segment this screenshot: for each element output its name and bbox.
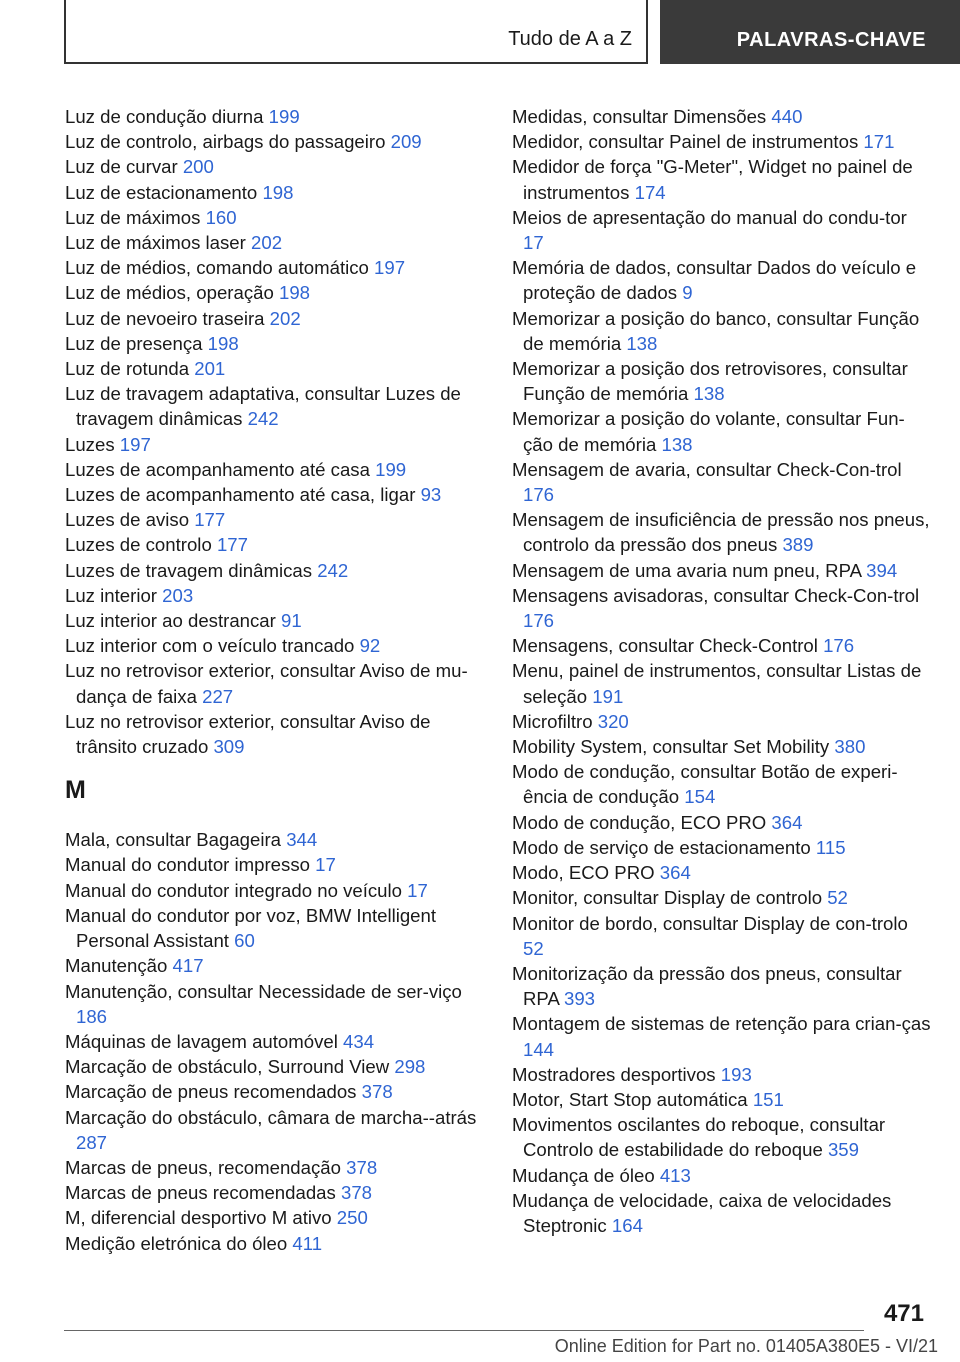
entry-page-link[interactable]: 52 [523,937,544,959]
entry-page-link[interactable]: 177 [194,509,226,531]
entry-term: Luz de máximos laser [65,232,246,254]
entry-page-link[interactable]: 344 [286,829,318,851]
entry-term: Mostradores desportivos [512,1063,716,1085]
entry-page-link[interactable]: 197 [119,433,151,455]
index-entry [512,885,932,910]
index-entry [65,280,485,305]
index-entry [512,1163,932,1188]
entry-page-link[interactable]: 193 [720,1063,752,1085]
entry-page-link[interactable]: 200 [182,156,214,178]
entry-page-link[interactable]: 176 [823,635,855,657]
entry-term: Mensagens, consultar Check-Control [512,635,818,657]
entry-page-link[interactable]: 364 [771,811,803,833]
entry-page-link[interactable]: 115 [815,836,846,858]
index-entry [65,1231,485,1256]
index-entry [65,129,485,154]
entry-term: Luz de travagem adaptativa, consultar Luzes de travagem dinâmicas [65,383,461,430]
index-entries-right [512,104,932,1238]
index-entry [65,1079,485,1104]
index-entries-m [65,827,485,1255]
index-entry [65,331,485,356]
entry-term: Modo de serviço de estacionamento [512,836,811,858]
entry-term: Luzes de travagem dinâmicas [65,559,313,581]
entry-term: Luz no retrovisor exterior, consultar Aviso de mu-dança de faixa [65,660,468,707]
index-entry [65,852,485,877]
entry-page-link[interactable]: 198 [262,181,294,203]
entry-page-link[interactable]: 320 [597,710,629,732]
index-entry [65,381,485,431]
entry-term: Modo de condução, consultar Botão de experi-ência de condução [512,761,898,808]
entry-page-link[interactable]: 138 [626,332,658,354]
entry-page-link[interactable]: 174 [634,181,666,203]
entry-term: Máquinas de lavagem automóvel [65,1030,338,1052]
index-entry [512,1011,932,1061]
entry-term: Memorizar a posição do banco, consultar Função de memória [512,307,920,354]
entry-page-link[interactable]: 17 [523,232,544,254]
entry-page-link[interactable]: 201 [194,358,226,380]
index-entry [512,961,932,1011]
entry-term: Luz de presença [65,332,203,354]
entry-page-link[interactable]: 154 [684,786,716,808]
section-letter: M [65,776,86,805]
entry-page-link[interactable]: 203 [162,584,194,606]
index-entry [65,558,485,583]
entry-term: Luz de médios, comando automático [65,257,369,279]
header-tab [660,0,960,64]
index-entry [65,180,485,205]
index-entry [65,154,485,179]
index-entry [65,608,485,633]
entry-page-link[interactable]: 393 [564,988,596,1010]
index-entry [65,1029,485,1054]
entry-term: Modo, ECO PRO [512,862,655,884]
page-number: 471 [883,1300,924,1327]
entry-page-link[interactable]: 298 [394,1056,426,1078]
index-entry [65,953,485,978]
index-entry [512,154,932,204]
index-entry [65,903,485,953]
entry-page-link[interactable]: 91 [281,610,302,632]
index-entries-l [65,104,485,759]
index-entry [512,835,932,860]
entry-term: Luz interior [65,584,157,606]
entry-term: Luz de curvar [65,156,178,178]
entry-page-link[interactable]: 198 [278,282,311,304]
index-entry [512,1087,932,1112]
entry-page-link[interactable]: 17 [407,879,428,901]
index-entry [512,658,932,708]
index-entry [512,558,932,583]
index-entry [512,507,932,557]
entry-term: Modo de condução, ECO PRO [512,811,767,833]
index-entry [65,1105,485,1155]
entry-term: Marcas de pneus recomendadas [65,1182,336,1204]
index-entry [512,406,932,456]
entry-term: Medidor de força "G-Meter", Widget no painel de instrumentos [512,156,913,203]
index-entry [512,709,932,734]
entry-term: Manual do condutor impresso [65,854,310,876]
entry-term: Mensagem de uma avaria num pneu, RPA [512,559,861,581]
entry-page-link[interactable]: 138 [661,433,693,455]
index-entry [65,306,485,331]
entry-term: Luz interior ao destrancar [65,610,276,632]
index-entry [512,759,932,809]
entry-page-link[interactable]: 176 [523,484,555,506]
entry-term: Luzes de aviso [65,509,190,531]
entry-term: Movimentos oscilantes do reboque, consultar Controlo de estabilidade do reboque [512,1114,886,1161]
entry-term: Luz interior com o veículo trancado [65,635,355,657]
entry-term: Luz de médios, operação [65,282,274,304]
entry-term: Manual do condutor integrado no veículo [65,879,402,901]
entry-page-link[interactable]: 151 [752,1088,784,1110]
header-section-label: Tudo de A a Z [508,28,632,50]
index-entry [65,878,485,903]
index-entry [512,810,932,835]
index-entry [65,709,485,759]
entry-term: Microfiltro [512,710,593,732]
index-entry [65,1180,485,1205]
entry-page-link[interactable]: 227 [202,685,234,707]
entry-page-link[interactable]: 242 [317,559,349,581]
entry-term: M, diferencial desportivo M ativo [65,1207,332,1229]
entry-term: Luz de estacionamento [65,181,258,203]
entry-term: Luz no retrovisor exterior, consultar Aviso de trânsito cruzado [65,710,431,758]
index-entry [512,1188,932,1238]
entry-page-link[interactable]: 197 [374,257,406,279]
index-entry [65,230,485,255]
index-entry [512,356,932,406]
entry-term: Luzes de acompanhamento até casa, ligar [65,484,416,506]
entry-term: Luz de máximos [65,206,201,228]
entry-term: Luz de rotunda [65,358,190,380]
index-entry [512,911,932,961]
entry-term: Memorizar a posição dos retrovisores, consultar Função de memória [512,358,908,405]
entry-page-link[interactable]: 242 [247,408,279,430]
entry-term: Motor, Start Stop automática [512,1088,748,1110]
entry-page-link[interactable]: 202 [269,307,301,329]
index-entry [512,1112,932,1162]
entry-page-link[interactable]: 378 [340,1182,373,1204]
entry-term: Luzes de acompanhamento até casa [65,458,370,480]
entry-page-link[interactable]: 378 [361,1081,393,1103]
index-entry [65,507,485,532]
entry-term: Monitor, consultar Display de controlo [512,887,823,909]
entry-page-link[interactable]: 164 [611,1214,643,1236]
entry-page-link[interactable]: 60 [234,930,255,952]
entry-page-link[interactable]: 186 [76,1005,108,1027]
entry-page-link[interactable]: 417 [172,955,204,977]
entry-page-link[interactable]: 359 [827,1139,859,1161]
index-entry [65,482,485,507]
entry-page-link[interactable]: 199 [375,458,407,480]
index-entry [512,255,932,305]
entry-page-link[interactable]: 144 [523,1038,555,1060]
index-entry [512,104,932,129]
entry-term: Medidor, consultar Painel de instrumentos [512,131,859,153]
index-entry [65,583,485,608]
entry-term: Marcação de obstáculo, Surround View [65,1056,390,1078]
entry-term: Luzes [65,433,115,455]
entry-term: Mudança de velocidade, caixa de velocidades Steptronic [512,1189,892,1236]
entry-page-link[interactable]: 52 [827,887,848,909]
index-entry [65,979,485,1029]
entry-term: Memória de dados, consultar Dados do veículo e proteção de dados [512,257,917,304]
index-entry [512,306,932,356]
entry-page-link[interactable]: 364 [659,862,691,884]
entry-term: Memorizar a posição do volante, consultar Fun-ção de memória [512,408,905,455]
entry-term: Manutenção [65,955,168,977]
entry-page-link[interactable]: 380 [834,736,866,758]
entry-page-link[interactable]: 411 [292,1232,323,1254]
entry-term: Mensagem de avaria, consultar Check-Con-trol [512,458,902,480]
entry-page-link[interactable]: 250 [336,1207,368,1229]
index-entry [512,860,932,885]
entry-page-link[interactable]: 440 [771,106,803,127]
entry-page-link[interactable]: 413 [659,1164,691,1186]
entry-term: Mensagens avisadoras, consultar Check-Con-trol [512,584,920,606]
header-section-box [64,0,648,64]
index-entry [512,583,932,633]
entry-page-link[interactable]: 309 [213,736,245,758]
entry-page-link[interactable]: 394 [866,559,898,581]
entry-page-link[interactable]: 209 [390,131,422,153]
footer-edition-text: Online Edition for Part no. 01405A380E5 - VI/21 [554,1336,938,1356]
index-column-left [65,104,485,1256]
index-entry [512,734,932,759]
entry-page-link[interactable]: 434 [343,1030,375,1052]
entry-page-link[interactable]: 287 [76,1131,108,1153]
index-entry [512,129,932,154]
index-entry [512,457,932,507]
index-entry [65,104,485,129]
entry-page-link[interactable]: 9 [682,282,693,304]
index-entry [512,633,932,658]
entry-page-link[interactable]: 92 [359,635,381,657]
index-entry [512,205,932,255]
index-entry [65,255,485,280]
entry-page-link[interactable]: 199 [268,106,300,127]
entry-term: Luz de controlo, airbags do passageiro [65,131,386,153]
entry-term: Mala, consultar Bagageira [65,829,282,851]
entry-term: Marcas de pneus, recomendação [65,1156,341,1178]
entry-term: Marcação de pneus recomendados [65,1081,357,1103]
entry-page-link[interactable]: 171 [863,131,895,153]
index-entry [65,1205,485,1230]
entry-term: Meios de apresentação do manual do condu-tor [512,206,907,228]
entry-term: Medição eletrónica do óleo [65,1232,288,1254]
index-entry [65,532,485,557]
entry-term: Luz de nevoeiro traseira [65,307,265,329]
index-entry [65,356,485,381]
entry-page-link[interactable]: 93 [420,484,442,506]
entry-page-link[interactable]: 378 [346,1156,378,1178]
entry-term: Montagem de sistemas de retenção para crian-ças [512,1013,931,1035]
index-entry [65,633,485,658]
entry-term: Medidas, consultar Dimensões [512,106,767,127]
entry-term: Mudança de óleo [512,1164,655,1186]
index-entry [65,457,485,482]
index-entry [65,827,485,852]
entry-term: Luzes de controlo [65,534,212,556]
entry-term: Mensagem de insuficiência de pressão nos pneus, controlo da pressão dos pneus [512,509,930,556]
entry-page-link[interactable]: 177 [216,534,248,556]
entry-page-link[interactable]: 198 [207,332,239,354]
entry-term: Monitor de bordo, consultar Display de con-trolo [512,912,908,934]
entry-term: Manual do condutor por voz, BMW Intelligent Personal Assistant [65,904,437,952]
index-entry [65,205,485,230]
index-column-right [512,104,932,1238]
entry-page-link[interactable]: 160 [205,206,237,228]
entry-page-link[interactable]: 138 [693,383,725,405]
index-entry [65,432,485,457]
entry-term: Manutenção, consultar Necessidade de ser-viço [65,980,462,1002]
entry-term: Luz de condução diurna [65,106,264,127]
footer-divider [64,1330,864,1331]
entry-page-link[interactable]: 176 [523,610,555,632]
header-tab-label: PALAVRAS-CHAVE [736,29,926,51]
entry-page-link[interactable]: 389 [782,534,814,556]
entry-page-link[interactable]: 191 [592,685,624,707]
entry-page-link[interactable]: 202 [251,232,283,254]
index-entry [65,1054,485,1079]
index-entry [512,1062,932,1087]
entry-term: Monitorização da pressão dos pneus, consultar RPA [512,962,902,1010]
index-entry [65,658,485,708]
entry-term: Menu, painel de instrumentos, consultar Listas de seleção [512,660,922,707]
index-entry [65,1155,485,1180]
entry-term: Marcação do obstáculo, câmara de marcha--atrás [65,1106,477,1128]
entry-term: Mobility System, consultar Set Mobility [512,736,830,758]
entry-page-link[interactable]: 17 [315,854,336,876]
